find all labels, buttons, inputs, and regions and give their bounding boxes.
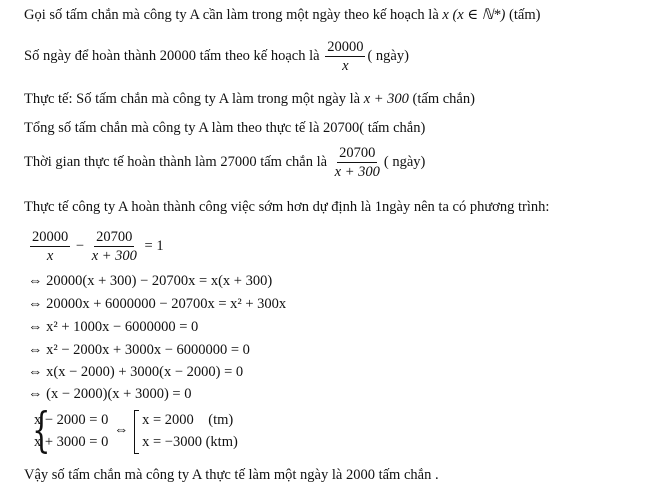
system-row: x = −3000 (ktm): [142, 433, 238, 450]
system-right: [134, 409, 238, 453]
fraction-numerator: 20000: [32, 229, 69, 246]
fraction-denominator: x + 300: [91, 248, 137, 265]
unit-text: (tấm chắn): [408, 91, 475, 107]
math-expr: x + 300: [363, 91, 409, 107]
math-step: ⇔ x(x − 2000) + 3000(x − 2000) = 0: [28, 364, 244, 380]
text-segment: Vậy số tấm chắn mà công ty A thực tế làm một ngày là 2000 tấm chắn .: [24, 467, 439, 483]
equation-step-5: [28, 341, 250, 359]
equation-step-6: [28, 363, 243, 381]
line-planned-days: [24, 38, 409, 74]
math-step: ⇔ 20000(x + 300) − 20700x = x(x + 300): [28, 273, 273, 289]
fraction-right: [90, 229, 139, 264]
math-condition: (x ∈ ℕ*): [452, 7, 506, 23]
system-row: x + 3000 = 0: [34, 433, 109, 450]
fraction-denominator: x + 300: [334, 164, 380, 181]
fraction-numerator: 20700: [96, 229, 133, 246]
fraction-left: [30, 229, 70, 264]
line-equation-intro: [24, 198, 549, 216]
curly-brace: {: [32, 401, 51, 458]
equation-step-3: [28, 295, 286, 313]
line-define-variable: [24, 6, 540, 24]
equation-step-7: [28, 385, 191, 403]
equation-step-4: [28, 318, 198, 336]
text-segment: Tổng số tấm chắn mà công ty A làm theo thực tế là 20700( tấm chắn): [24, 120, 426, 136]
line-total-actual: [24, 119, 425, 137]
math-step: ⇔ (x − 2000)(x + 3000) = 0: [28, 386, 192, 402]
math-step: ⇔ x² − 2000x + 3000x − 6000000 = 0: [28, 342, 250, 358]
fraction-denominator: x: [342, 58, 349, 75]
equation-step-2: [28, 272, 272, 290]
math-var: x: [442, 7, 449, 23]
text-segment: Thực tế công ty A hoàn thành công việc sớm hơn dự định là 1ngày nên ta có phương trình:: [24, 199, 550, 215]
unit-text: ( ngày): [383, 154, 426, 170]
equation-rhs: = 1: [144, 238, 164, 254]
system-row: x = 2000 (tm): [142, 411, 234, 428]
minus-sign: −: [75, 238, 85, 254]
line-actual-days: [24, 144, 425, 180]
math-step: ⇔ x² + 1000x − 6000000 = 0: [28, 319, 199, 335]
text-segment: Gọi số tấm chắn mà công ty A cần làm trong một ngày theo kế hoạch là: [24, 7, 443, 23]
fraction-actual-days: [333, 145, 382, 180]
unit-text: ( ngày): [367, 48, 409, 64]
equivalence-arrow: ⇔: [113, 422, 129, 438]
equation-system: [28, 401, 238, 458]
text-segment: Thực tế: Số tấm chắn mà công ty A làm trong một ngày là: [24, 91, 364, 107]
equation-main: [28, 228, 164, 264]
fraction-denominator: x: [46, 248, 54, 265]
system-row: x − 2000 = 0: [34, 411, 109, 428]
line-actual-per-day: [24, 90, 475, 108]
line-conclusion: [24, 466, 439, 484]
text-segment: Số ngày để hoàn thành 20000 tấm theo kế hoạch là: [24, 48, 324, 64]
fraction-numerator: 20000: [327, 39, 364, 56]
text-segment: Thời gian thực tế hoàn thành làm 27000 tấm chắn là: [24, 154, 331, 170]
unit-text: (tấm): [505, 7, 541, 23]
fraction-planned-days: [325, 39, 365, 74]
fraction-numerator: 20700: [339, 145, 376, 162]
math-step: ⇔ 20000x + 6000000 − 20700x = x² + 300x: [28, 296, 287, 312]
system-left: [28, 401, 109, 458]
square-bracket: [134, 410, 139, 454]
